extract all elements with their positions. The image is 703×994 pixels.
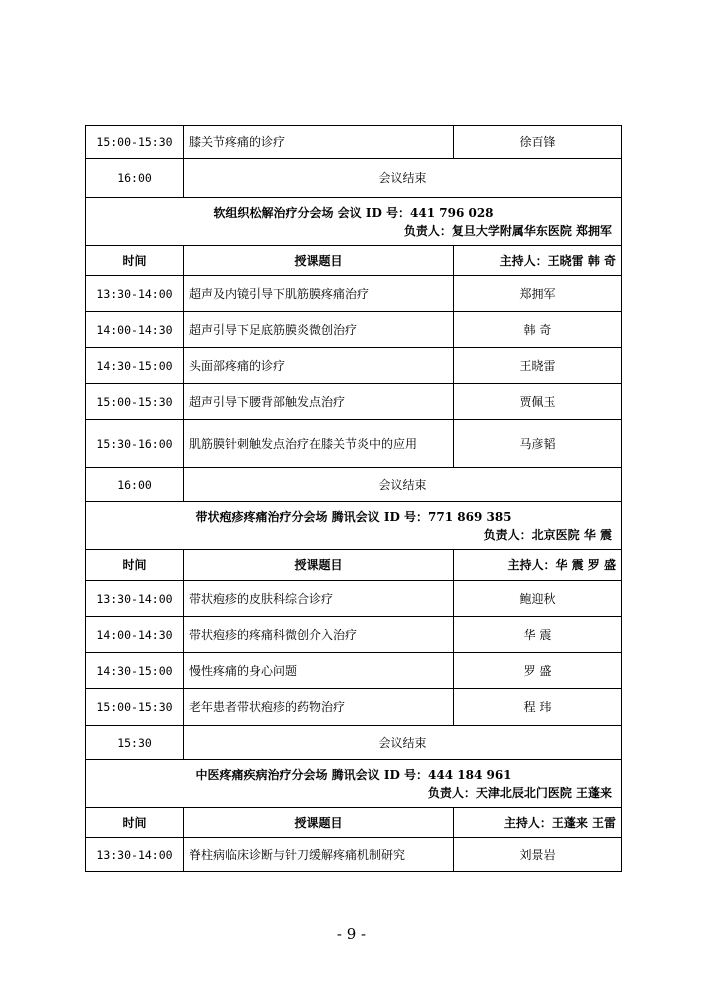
speaker-cell: 马彦韬 xyxy=(454,420,622,468)
section-responsible: 负责人：天津北辰北门医院 王蓬来 xyxy=(427,785,612,800)
topic-cell: 带状疱疹的疼痛科微创介入治疗 xyxy=(184,617,454,653)
topic-cell: 超声及内镜引导下肌筋膜疼痛治疗 xyxy=(184,276,454,312)
topic-cell: 老年患者带状疱疹的药物治疗 xyxy=(184,689,454,726)
header-host: 主持人：王蓬来 王雷 xyxy=(454,808,622,838)
topic-cell: 超声引导下腰背部触发点治疗 xyxy=(184,384,454,420)
section-title: 软组织松解治疗分会场 会议 ID 号：441 796 028 xyxy=(213,205,494,220)
speaker-cell: 程 玮 xyxy=(454,689,622,726)
section-responsible: 负责人：北京医院 华 震 xyxy=(483,527,612,542)
end-label: 会议结束 xyxy=(184,726,622,760)
table-row xyxy=(86,617,622,653)
topic-cell: 头面部疼痛的诊疗 xyxy=(184,348,454,384)
time-cell: 13:30-14:00 xyxy=(86,581,184,617)
section-header xyxy=(86,760,622,808)
end-label: 会议结束 xyxy=(184,159,622,198)
section-title: 带状疱疹疼痛治疗分会场 腾讯会议 ID 号：771 869 385 xyxy=(195,509,512,524)
table-row xyxy=(86,312,622,348)
time-cell: 14:30-15:00 xyxy=(86,348,184,384)
section-responsible: 负责人：复旦大学附属华东医院 郑拥军 xyxy=(403,223,612,238)
table-row xyxy=(86,653,622,689)
table-row xyxy=(86,276,622,312)
table-row xyxy=(86,581,622,617)
time-cell: 13:30-14:00 xyxy=(86,838,184,872)
schedule-table xyxy=(85,125,622,872)
header-host: 主持人：华 震 罗 盛 xyxy=(454,550,622,581)
time-cell: 15:30 xyxy=(86,726,184,760)
header-topic: 授课题目 xyxy=(184,246,454,276)
end-label: 会议结束 xyxy=(184,468,622,502)
header-time: 时间 xyxy=(86,808,184,838)
table-row xyxy=(86,689,622,726)
time-cell: 15:00-15:30 xyxy=(86,126,184,159)
table-row xyxy=(86,420,622,468)
table-row xyxy=(86,126,622,159)
time-cell: 14:00-14:30 xyxy=(86,617,184,653)
header-time: 时间 xyxy=(86,550,184,581)
time-cell: 15:30-16:00 xyxy=(86,420,184,468)
speaker-cell: 刘景岩 xyxy=(454,838,622,872)
speaker-cell: 贾佩玉 xyxy=(454,384,622,420)
header-topic: 授课题目 xyxy=(184,808,454,838)
speaker-cell: 华 震 xyxy=(454,617,622,653)
speaker-cell: 王晓雷 xyxy=(454,348,622,384)
speaker-cell: 郑拥军 xyxy=(454,276,622,312)
time-cell: 15:00-15:30 xyxy=(86,689,184,726)
header-topic: 授课题目 xyxy=(184,550,454,581)
table-row xyxy=(86,384,622,420)
speaker-cell: 韩 奇 xyxy=(454,312,622,348)
time-cell: 16:00 xyxy=(86,468,184,502)
section-header xyxy=(86,502,622,550)
header-time: 时间 xyxy=(86,246,184,276)
page-number: - 9 - xyxy=(336,925,367,943)
section-title: 中医疼痛疾病治疗分会场 腾讯会议 ID 号：444 184 961 xyxy=(195,767,512,782)
end-row xyxy=(86,159,622,198)
time-cell: 13:30-14:00 xyxy=(86,276,184,312)
topic-cell: 膝关节疼痛的诊疗 xyxy=(184,126,454,159)
speaker-cell: 罗 盛 xyxy=(454,653,622,689)
end-row xyxy=(86,726,622,760)
time-cell: 15:00-15:30 xyxy=(86,384,184,420)
end-row xyxy=(86,468,622,502)
header-host: 主持人：王晓雷 韩 奇 xyxy=(454,246,622,276)
column-header-row xyxy=(86,808,622,838)
column-header-row xyxy=(86,550,622,581)
topic-cell: 带状疱疹的皮肤科综合诊疗 xyxy=(184,581,454,617)
time-cell: 14:30-15:00 xyxy=(86,653,184,689)
topic-cell: 肌筋膜针刺触发点治疗在膝关节炎中的应用 xyxy=(184,420,454,468)
topic-cell: 脊柱病临床诊断与针刀缓解疼痛机制研究 xyxy=(184,838,454,872)
table-row xyxy=(86,348,622,384)
speaker-cell: 徐百锋 xyxy=(454,126,622,159)
topic-cell: 超声引导下足底筋膜炎微创治疗 xyxy=(184,312,454,348)
time-cell: 16:00 xyxy=(86,159,184,198)
table-row xyxy=(86,838,622,872)
column-header-row xyxy=(86,246,622,276)
topic-cell: 慢性疼痛的身心问题 xyxy=(184,653,454,689)
speaker-cell: 鲍迎秋 xyxy=(454,581,622,617)
time-cell: 14:00-14:30 xyxy=(86,312,184,348)
section-header xyxy=(86,198,622,246)
